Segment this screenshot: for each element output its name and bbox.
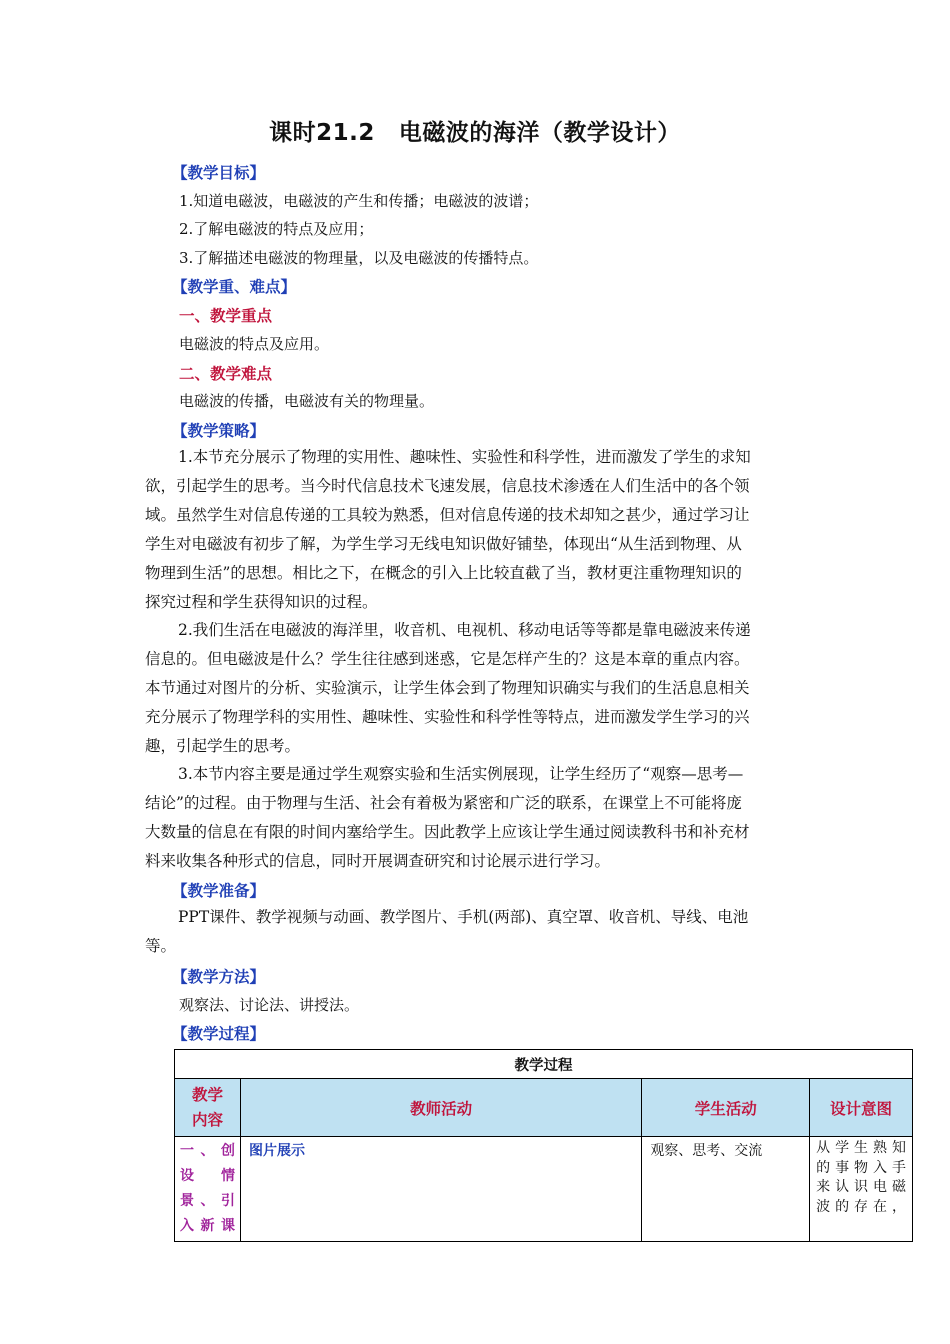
column-header-student: 学生活动 xyxy=(642,1079,810,1137)
page-title xyxy=(0,114,950,147)
cell-student: 观察、思考、交流 xyxy=(642,1137,810,1242)
objective-item-2: 2.了解电磁波的特点及应用； xyxy=(179,220,374,238)
objective-item-3: 3.了解描述电磁波的物理量，以及电磁波的传播特点。 xyxy=(179,249,539,267)
paragraph-line: 1.本节充分展示了物理的实用性、趣味性、实验性和科学性，进而激发了学生的求知 xyxy=(178,448,751,466)
difficulty-title: 二、教学难点 xyxy=(179,365,273,383)
process-header: 【教学过程】 xyxy=(172,1025,266,1043)
method-header: 【教学方法】 xyxy=(172,968,266,986)
strategy-header: 【教学策略】 xyxy=(172,422,266,440)
title-prefix: 课时21.2 xyxy=(269,120,375,146)
paragraph-line: 趣，引起学生的思考。 xyxy=(145,737,301,755)
paragraph-line: PPT课件、教学视频与动画、教学图片、手机(两部)、真空罩、收音机、导线、电池 xyxy=(178,908,749,926)
table-header-row xyxy=(175,1079,913,1137)
strategy-paragraph-2 xyxy=(145,616,807,761)
difficulty-text: 电磁波的传播，电磁波有关的物理量。 xyxy=(179,392,435,410)
table-row xyxy=(175,1137,913,1242)
paragraph-line: 2.我们生活在电磁波的海洋里，收音机、电视机、移动电话等等都是靠电磁波来传递 xyxy=(178,621,751,639)
paragraph-line: 结论”的过程。由于物理与生活、社会有着极为紧密和广泛的联系，在课堂上不可能将庞 xyxy=(145,794,742,812)
cell-intent xyxy=(810,1137,913,1242)
objective-item-1: 1.知道电磁波，电磁波的产生和传播；电磁波的波谱； xyxy=(179,192,539,210)
paragraph-line: 充分展示了物理学科的实用性、趣味性、实验性和科学性等特点，进而激发学生学习的兴 xyxy=(145,708,750,726)
focus-text: 电磁波的特点及应用。 xyxy=(179,335,330,353)
strategy-paragraph-1 xyxy=(145,443,807,617)
column-header-teacher: 教师活动 xyxy=(240,1079,641,1137)
cell-line: 景、引 xyxy=(180,1193,235,1209)
cell-line: 设 情 xyxy=(180,1168,235,1184)
cell-line: 入新课 xyxy=(180,1218,235,1234)
strategy-paragraph-3 xyxy=(145,760,807,876)
cell-content xyxy=(175,1137,241,1242)
cell-line: 来认识电磁 xyxy=(816,1179,906,1195)
cell-line: 从学生熟知 xyxy=(816,1140,906,1156)
paragraph-line: 3.本节内容主要是通过学生观察实验和生活实例展现，让学生经历了“观察—思考— xyxy=(178,765,744,783)
cell-line: 的事物入手 xyxy=(816,1159,906,1176)
column-header-content xyxy=(175,1079,241,1137)
paragraph-line: 等。 xyxy=(145,937,177,955)
paragraph-line: 信息的。但电磁波是什么？学生往往感到迷惑，它是怎样产生的？这是本章的重点内容。 xyxy=(145,650,750,668)
column-header-content-line1: 教学 xyxy=(191,1085,223,1104)
cell-teacher: 图片展示 xyxy=(240,1137,641,1242)
paragraph-line: 物理到生活”的思想。相比之下，在概念的引入上比较直截了当，教材更注重物理知识的 xyxy=(145,564,742,582)
column-header-content-line2: 内容 xyxy=(191,1110,223,1129)
paragraph-line: 大数量的信息在有限的时间内塞给学生。因此教学上应该让学生通过阅读教科书和补充材 xyxy=(145,823,750,841)
paragraph-line: 本节通过对图片的分析、实验演示，让学生体会到了物理知识确实与我们的生活息息相关 xyxy=(145,679,750,697)
cell-line: 波的存在， xyxy=(816,1198,906,1215)
cell-line: 一、创 xyxy=(180,1143,235,1159)
paragraph-line: 学生对电磁波有初步了解，为学生学习无线电知识做好铺垫，体现出“从生活到物理、从 xyxy=(145,535,742,553)
paragraph-line: 探究过程和学生获得知识的过程。 xyxy=(145,593,378,611)
title-main: 电磁波的海洋（教学设计） xyxy=(398,120,681,146)
objectives-header: 【教学目标】 xyxy=(172,164,266,182)
table-caption: 教学过程 xyxy=(175,1050,913,1079)
paragraph-line: 欲，引起学生的思考。当今时代信息技术飞速发展，信息技术渗透在人们生活中的各个领 xyxy=(145,477,750,495)
preparation-text xyxy=(145,903,807,961)
key-points-header: 【教学重、难点】 xyxy=(172,278,297,296)
column-header-intent: 设计意图 xyxy=(810,1079,913,1137)
focus-title: 一、教学重点 xyxy=(179,307,273,325)
process-table xyxy=(174,1049,913,1242)
table-caption-row xyxy=(175,1050,913,1079)
method-text: 观察法、讨论法、讲授法。 xyxy=(179,996,360,1014)
preparation-header: 【教学准备】 xyxy=(172,882,266,900)
paragraph-line: 料来收集各种形式的信息，同时开展调查研究和讨论展示进行学习。 xyxy=(145,852,611,870)
paragraph-line: 域。虽然学生对信息传递的工具较为熟悉，但对信息传递的技术却知之甚少，通过学习让 xyxy=(145,506,750,524)
